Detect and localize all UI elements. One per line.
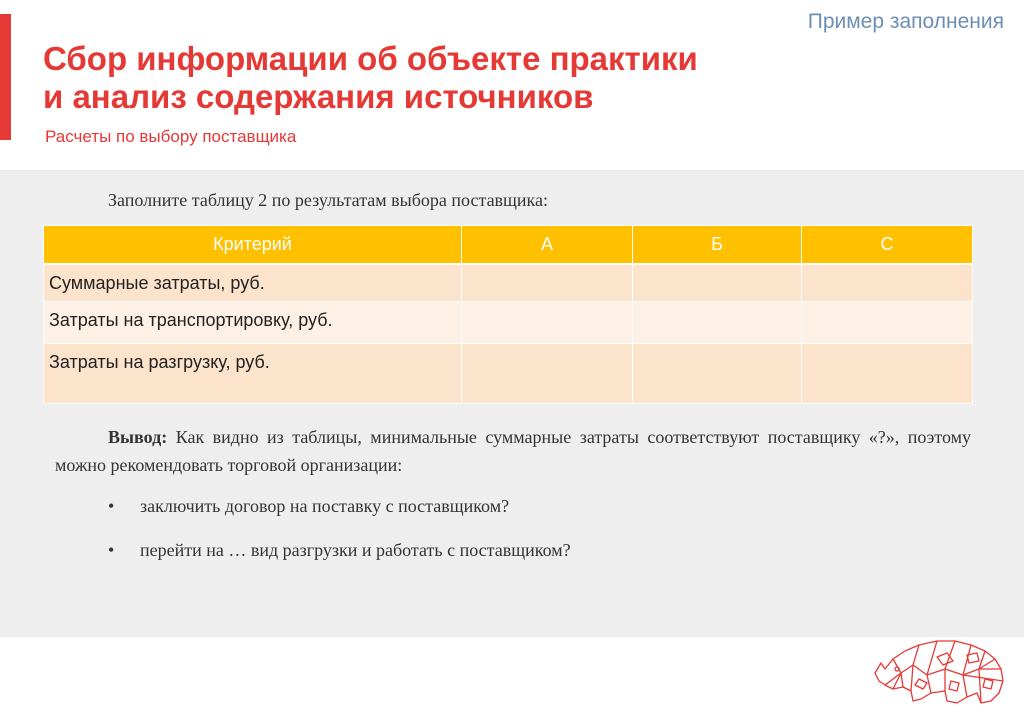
bullet-marker: • xyxy=(108,540,115,560)
list-item xyxy=(108,492,968,536)
cell-c[interactable] xyxy=(802,264,973,302)
cell-a[interactable] xyxy=(462,302,633,344)
supplier-criteria-table xyxy=(43,225,973,404)
row-label: Затраты на транспортировку, руб. xyxy=(44,302,462,344)
title-line-2: и анализ содержания источников xyxy=(43,78,594,115)
conclusion-text: Как видно из таблицы, минимальные суммарные затраты соответствуют поставщику «?», поэтому можно рекомендовать торговой организации: xyxy=(55,427,971,475)
page-title xyxy=(43,40,943,116)
conclusion-label: Вывод: xyxy=(108,427,168,447)
cell-c[interactable] xyxy=(802,302,973,344)
cell-a[interactable] xyxy=(462,344,633,404)
cell-a[interactable] xyxy=(462,264,633,302)
list-item xyxy=(108,536,968,580)
header-supplier-b: Б xyxy=(633,226,802,264)
rhino-logo-icon xyxy=(867,629,1012,709)
recommendation-list xyxy=(108,492,968,580)
header-supplier-c: С xyxy=(802,226,973,264)
table-row xyxy=(44,302,973,344)
conclusion-paragraph xyxy=(55,423,971,479)
header-supplier-a: А xyxy=(462,226,633,264)
list-item-text: перейти на … вид разгрузки и работать с поставщиком? xyxy=(140,540,571,560)
table-row xyxy=(44,344,973,404)
example-label: Пример заполнения xyxy=(807,10,1004,33)
table-row xyxy=(44,264,973,302)
accent-bar xyxy=(0,14,11,140)
cell-c[interactable] xyxy=(802,344,973,404)
table-header-row xyxy=(44,226,973,264)
cell-b[interactable] xyxy=(633,344,802,404)
instruction-text: Заполните таблицу 2 по результатам выбора поставщика: xyxy=(108,190,549,210)
cell-b[interactable] xyxy=(633,264,802,302)
cell-b[interactable] xyxy=(633,302,802,344)
header-criterion: Критерий xyxy=(44,226,462,264)
list-item-text: заключить договор на поставку с поставщиком? xyxy=(140,496,510,516)
row-label: Затраты на разгрузку, руб. xyxy=(44,344,462,404)
bullet-marker: • xyxy=(108,496,115,516)
page-subtitle: Расчеты по выбору поставщика xyxy=(45,127,297,146)
row-label: Суммарные затраты, руб. xyxy=(44,264,462,302)
title-line-1: Сбор информации об объекте практики xyxy=(43,40,698,77)
